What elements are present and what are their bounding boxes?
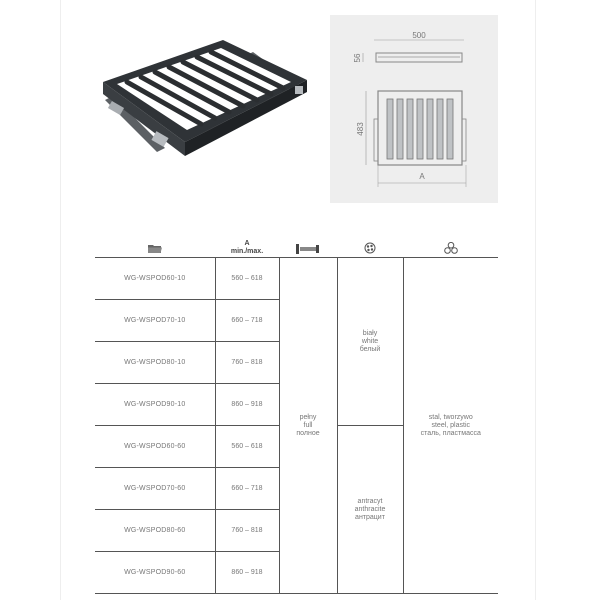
material-icon [444,242,458,254]
header-product-code [95,230,215,258]
product-code: WG-WSPOD70-10 [95,300,215,342]
product-code: WG-WSPOD70-60 [95,468,215,510]
color-white-cell [337,258,403,426]
header-material [403,230,498,258]
dim-a-text: A [419,172,425,181]
material-pl: stal, tworzywo [428,413,473,421]
product-code: WG-WSPOD90-10 [95,384,215,426]
extension-pl: pełny [299,413,317,421]
product-photo [95,30,325,170]
folder-icon [148,244,162,254]
dim-depth-text: 483 [356,122,365,136]
color-palette-icon [364,242,376,254]
extension-cell [279,258,337,594]
width-range: 660 – 718 [215,300,279,342]
product-code: WG-WSPOD80-10 [95,342,215,384]
color-anthracite-en: anthracite [354,505,386,513]
width-range: 660 – 718 [215,468,279,510]
color-white-pl: biały [362,329,378,337]
product-code: WG-WSPOD60-10 [95,258,215,300]
material-en: steel, plastic [431,421,471,429]
width-range: 860 – 918 [215,552,279,594]
width-range: 760 – 818 [215,342,279,384]
product-code: WG-WSPOD90-60 [95,552,215,594]
product-code: WG-WSPOD80-60 [95,510,215,552]
material-ru: сталь, пластмасса [420,429,481,437]
color-white-ru: белый [359,345,381,353]
dim-width-text: 500 [412,31,426,40]
full-extension-icon [296,244,320,254]
color-anthracite-cell [337,426,403,594]
color-anthracite-pl: antracyt [357,497,383,505]
dim-top-text: 56 [353,53,362,63]
width-range: 860 – 918 [215,384,279,426]
table-header-row [95,230,498,258]
material-cell [403,258,498,594]
width-range: 760 – 818 [215,510,279,552]
width-range: 560 – 618 [215,426,279,468]
color-anthracite-ru: антрацит [355,513,385,521]
header-color [337,230,403,258]
product-code: WG-WSPOD60-60 [95,426,215,468]
technical-drawing [330,15,498,203]
extension-ru: полное [296,429,320,437]
specification-table [95,230,498,594]
color-white-en: white [361,337,379,345]
header-extension [279,230,337,258]
extension-en: full [303,421,313,429]
header-width-range [215,230,279,258]
header-a-sub: min./max. [230,248,264,255]
table-row [95,258,498,300]
width-range: 560 – 618 [215,258,279,300]
header-a-label: A [244,240,250,247]
